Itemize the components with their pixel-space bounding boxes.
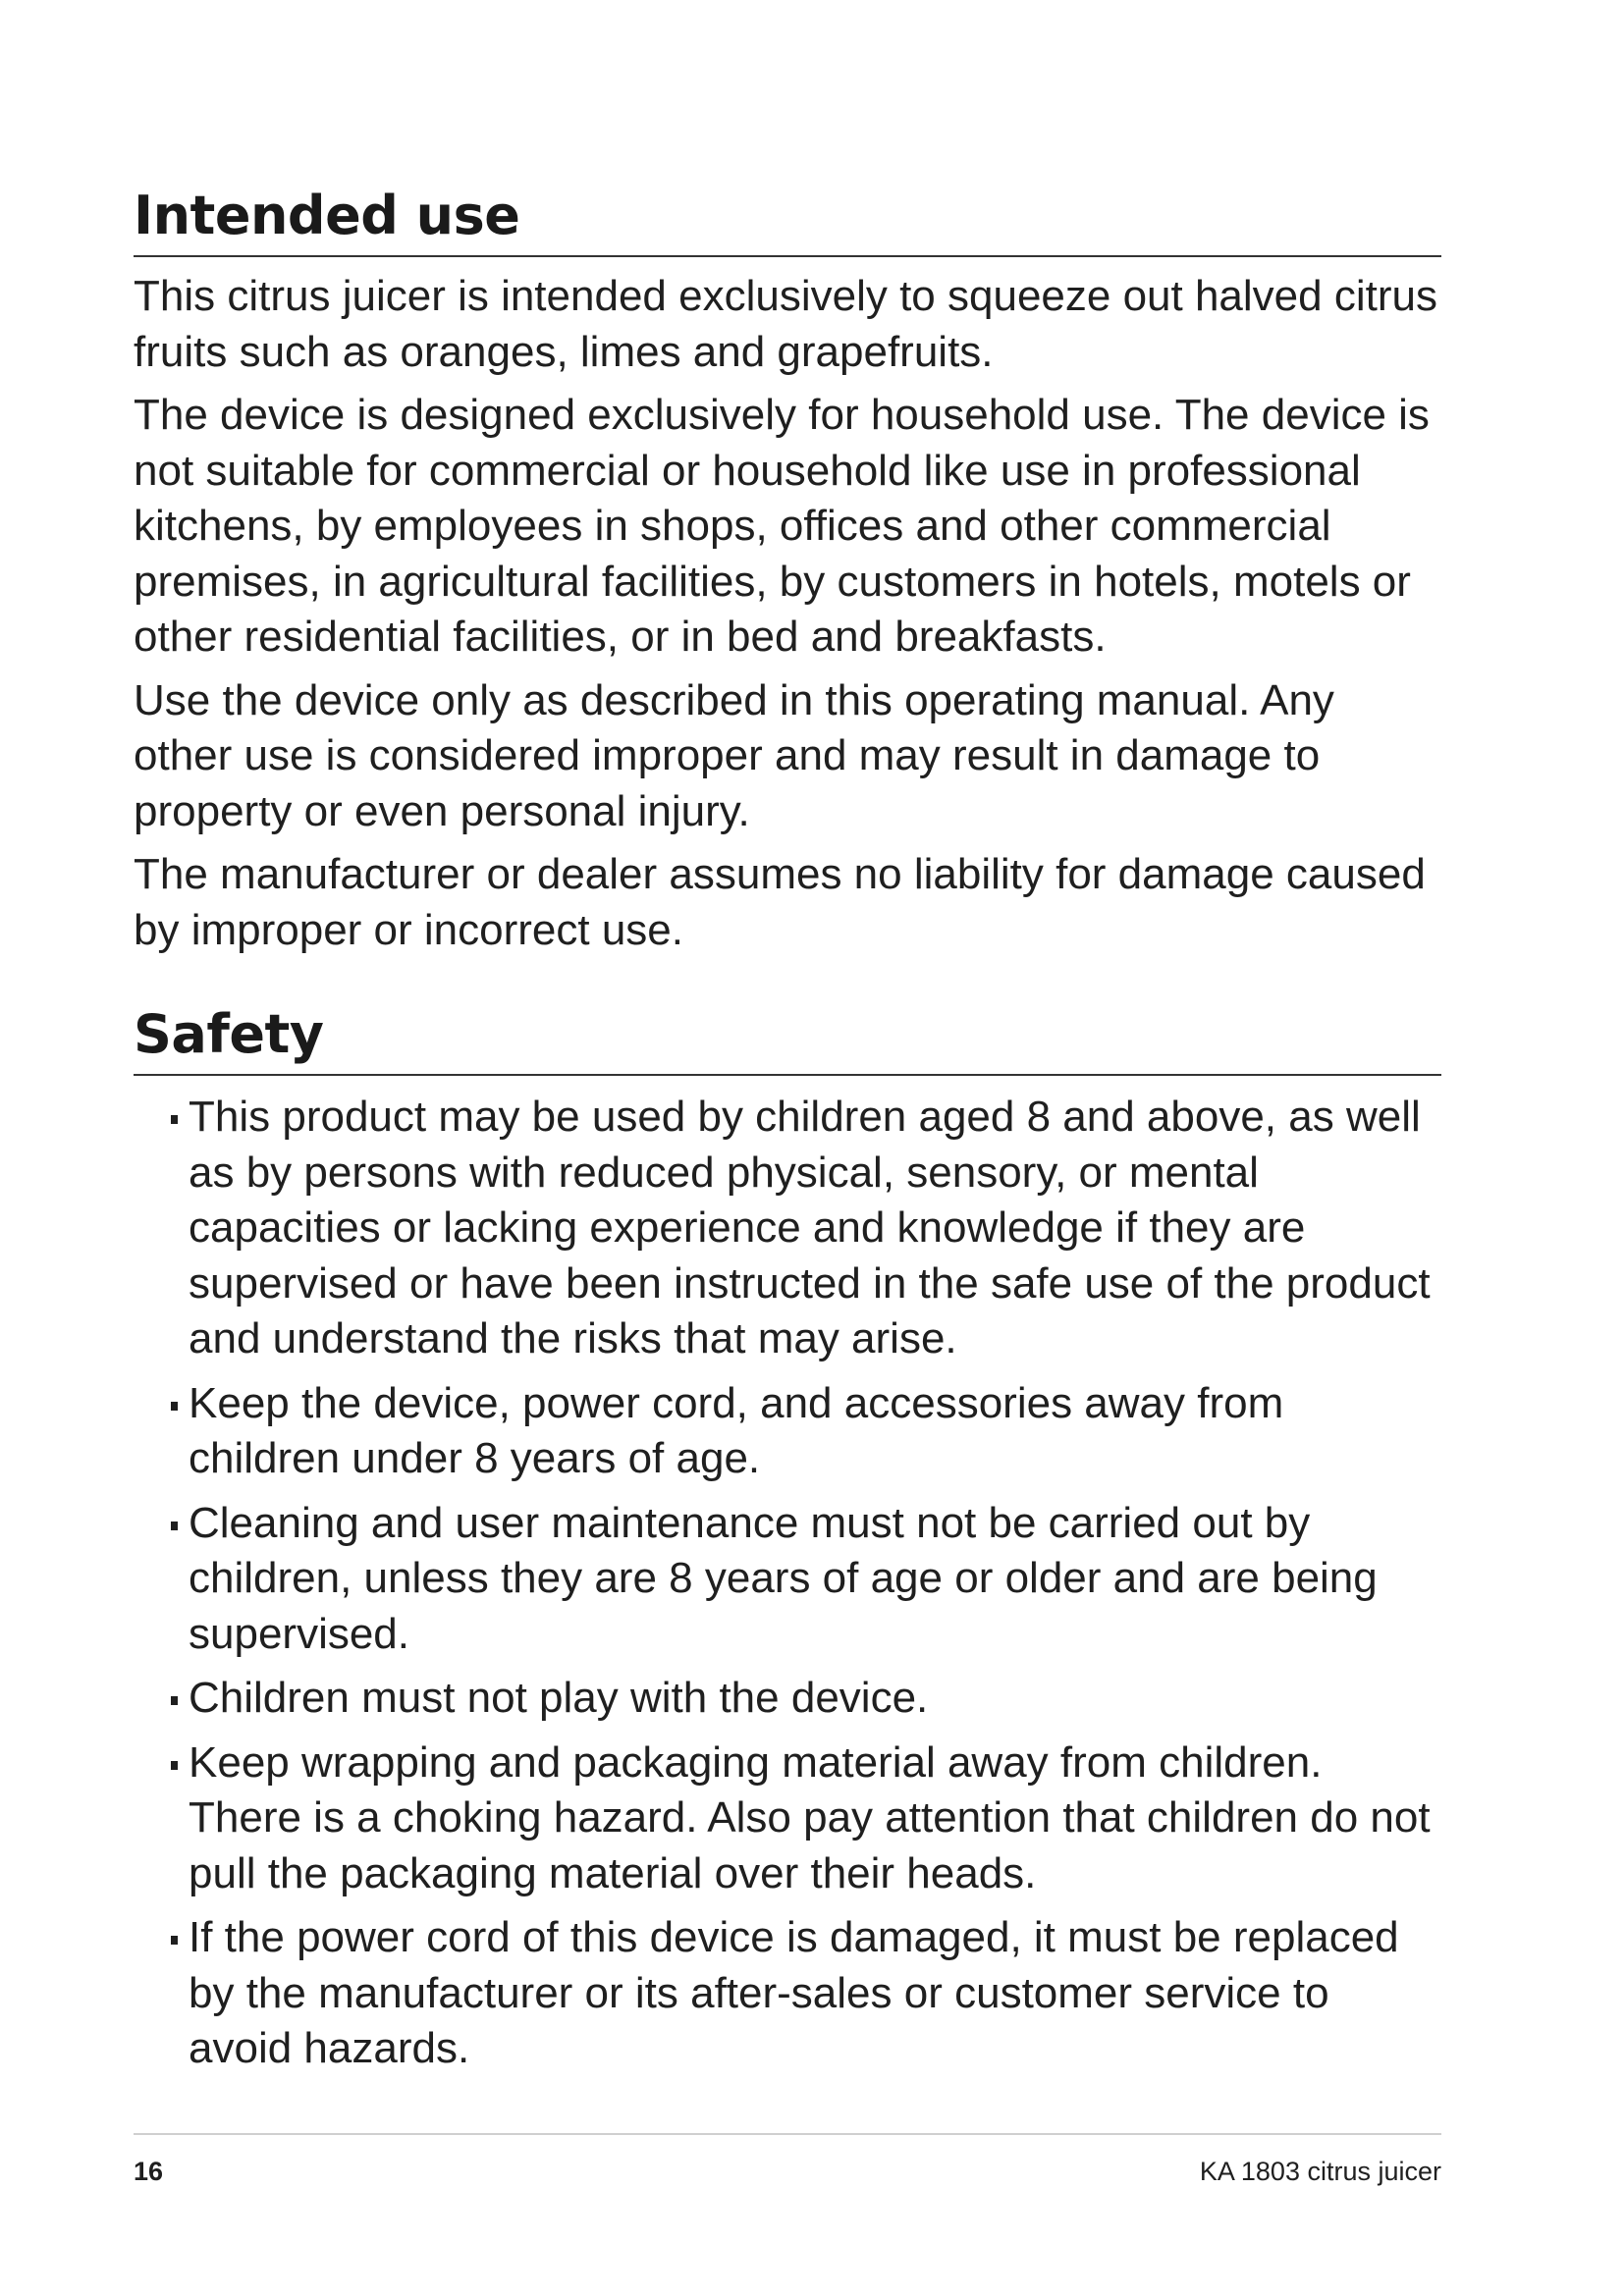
- intended-use-paragraph: The device is designed exclusively for household use. The device is not suitable for commercial or household like use in professional kitchens, by employees in shops, offices and other commercial premises, in agricultural facilities, by customers in hotels, motels or other residential facilities, or in bed and breakfasts.: [134, 391, 1430, 661]
- safety-item-text: Cleaning and user maintenance must not be carried out by children, unless they are 8 years of age or older and are being supervised.: [189, 1498, 1378, 1658]
- square-bullet-icon: [171, 1115, 178, 1124]
- safety-list-item: [134, 1671, 1441, 1727]
- safety-list-item: [134, 1090, 1441, 1367]
- square-bullet-icon: [171, 1522, 178, 1530]
- safety-list-item: [134, 1496, 1441, 1663]
- safety-list-item: [134, 1376, 1441, 1487]
- page-number: 16: [134, 2157, 164, 2186]
- safety-list-item: [134, 1910, 1441, 2077]
- document-title: KA 1803 citrus juicer: [1199, 2157, 1441, 2186]
- safety-section: [134, 1005, 1441, 2086]
- safety-list: [134, 1090, 1441, 2077]
- intended-use-paragraph: The manufacturer or dealer assumes no liability for damage caused by improper or incorrect use.: [134, 850, 1426, 954]
- safety-list-item: [134, 1735, 1441, 1902]
- square-bullet-icon: [171, 1761, 178, 1770]
- intended-use-heading: Intended use: [134, 187, 1441, 257]
- safety-heading: Safety: [134, 1005, 1441, 1076]
- intended-use-paragraph: This citrus juicer is intended exclusively to squeeze out halved citrus fruits such as oranges, limes and grapefruits.: [134, 272, 1437, 376]
- square-bullet-icon: [171, 1696, 178, 1705]
- square-bullet-icon: [171, 1402, 178, 1411]
- intended-use-section: [134, 187, 1441, 958]
- safety-item-text: Keep the device, power cord, and accessories away from children under 8 years of age.: [189, 1378, 1284, 1482]
- safety-item-text: Children must not play with the device.: [189, 1674, 929, 1722]
- intended-use-paragraph: Use the device only as described in this operating manual. Any other use is considered improper and may result in damage to property or even personal injury.: [134, 675, 1334, 835]
- page-footer: [134, 2133, 1441, 2186]
- safety-item-text: This product may be used by children aged 8 and above, as well as by persons with reduced physical, sensory, or mental capacities or lacking experience and knowledge if they are supervised or have been instructed in the safe use of the product and understand the risks that may arise.: [189, 1093, 1431, 1362]
- square-bullet-icon: [171, 1936, 178, 1945]
- safety-item-text: Keep wrapping and packaging material away from children. There is a choking hazard. Also pay attention that children do not pull the packaging material over their heads.: [189, 1737, 1431, 1897]
- safety-item-text: If the power cord of this device is damaged, it must be replaced by the manufacturer or its after-sales or customer service to avoid hazards.: [189, 1913, 1399, 2072]
